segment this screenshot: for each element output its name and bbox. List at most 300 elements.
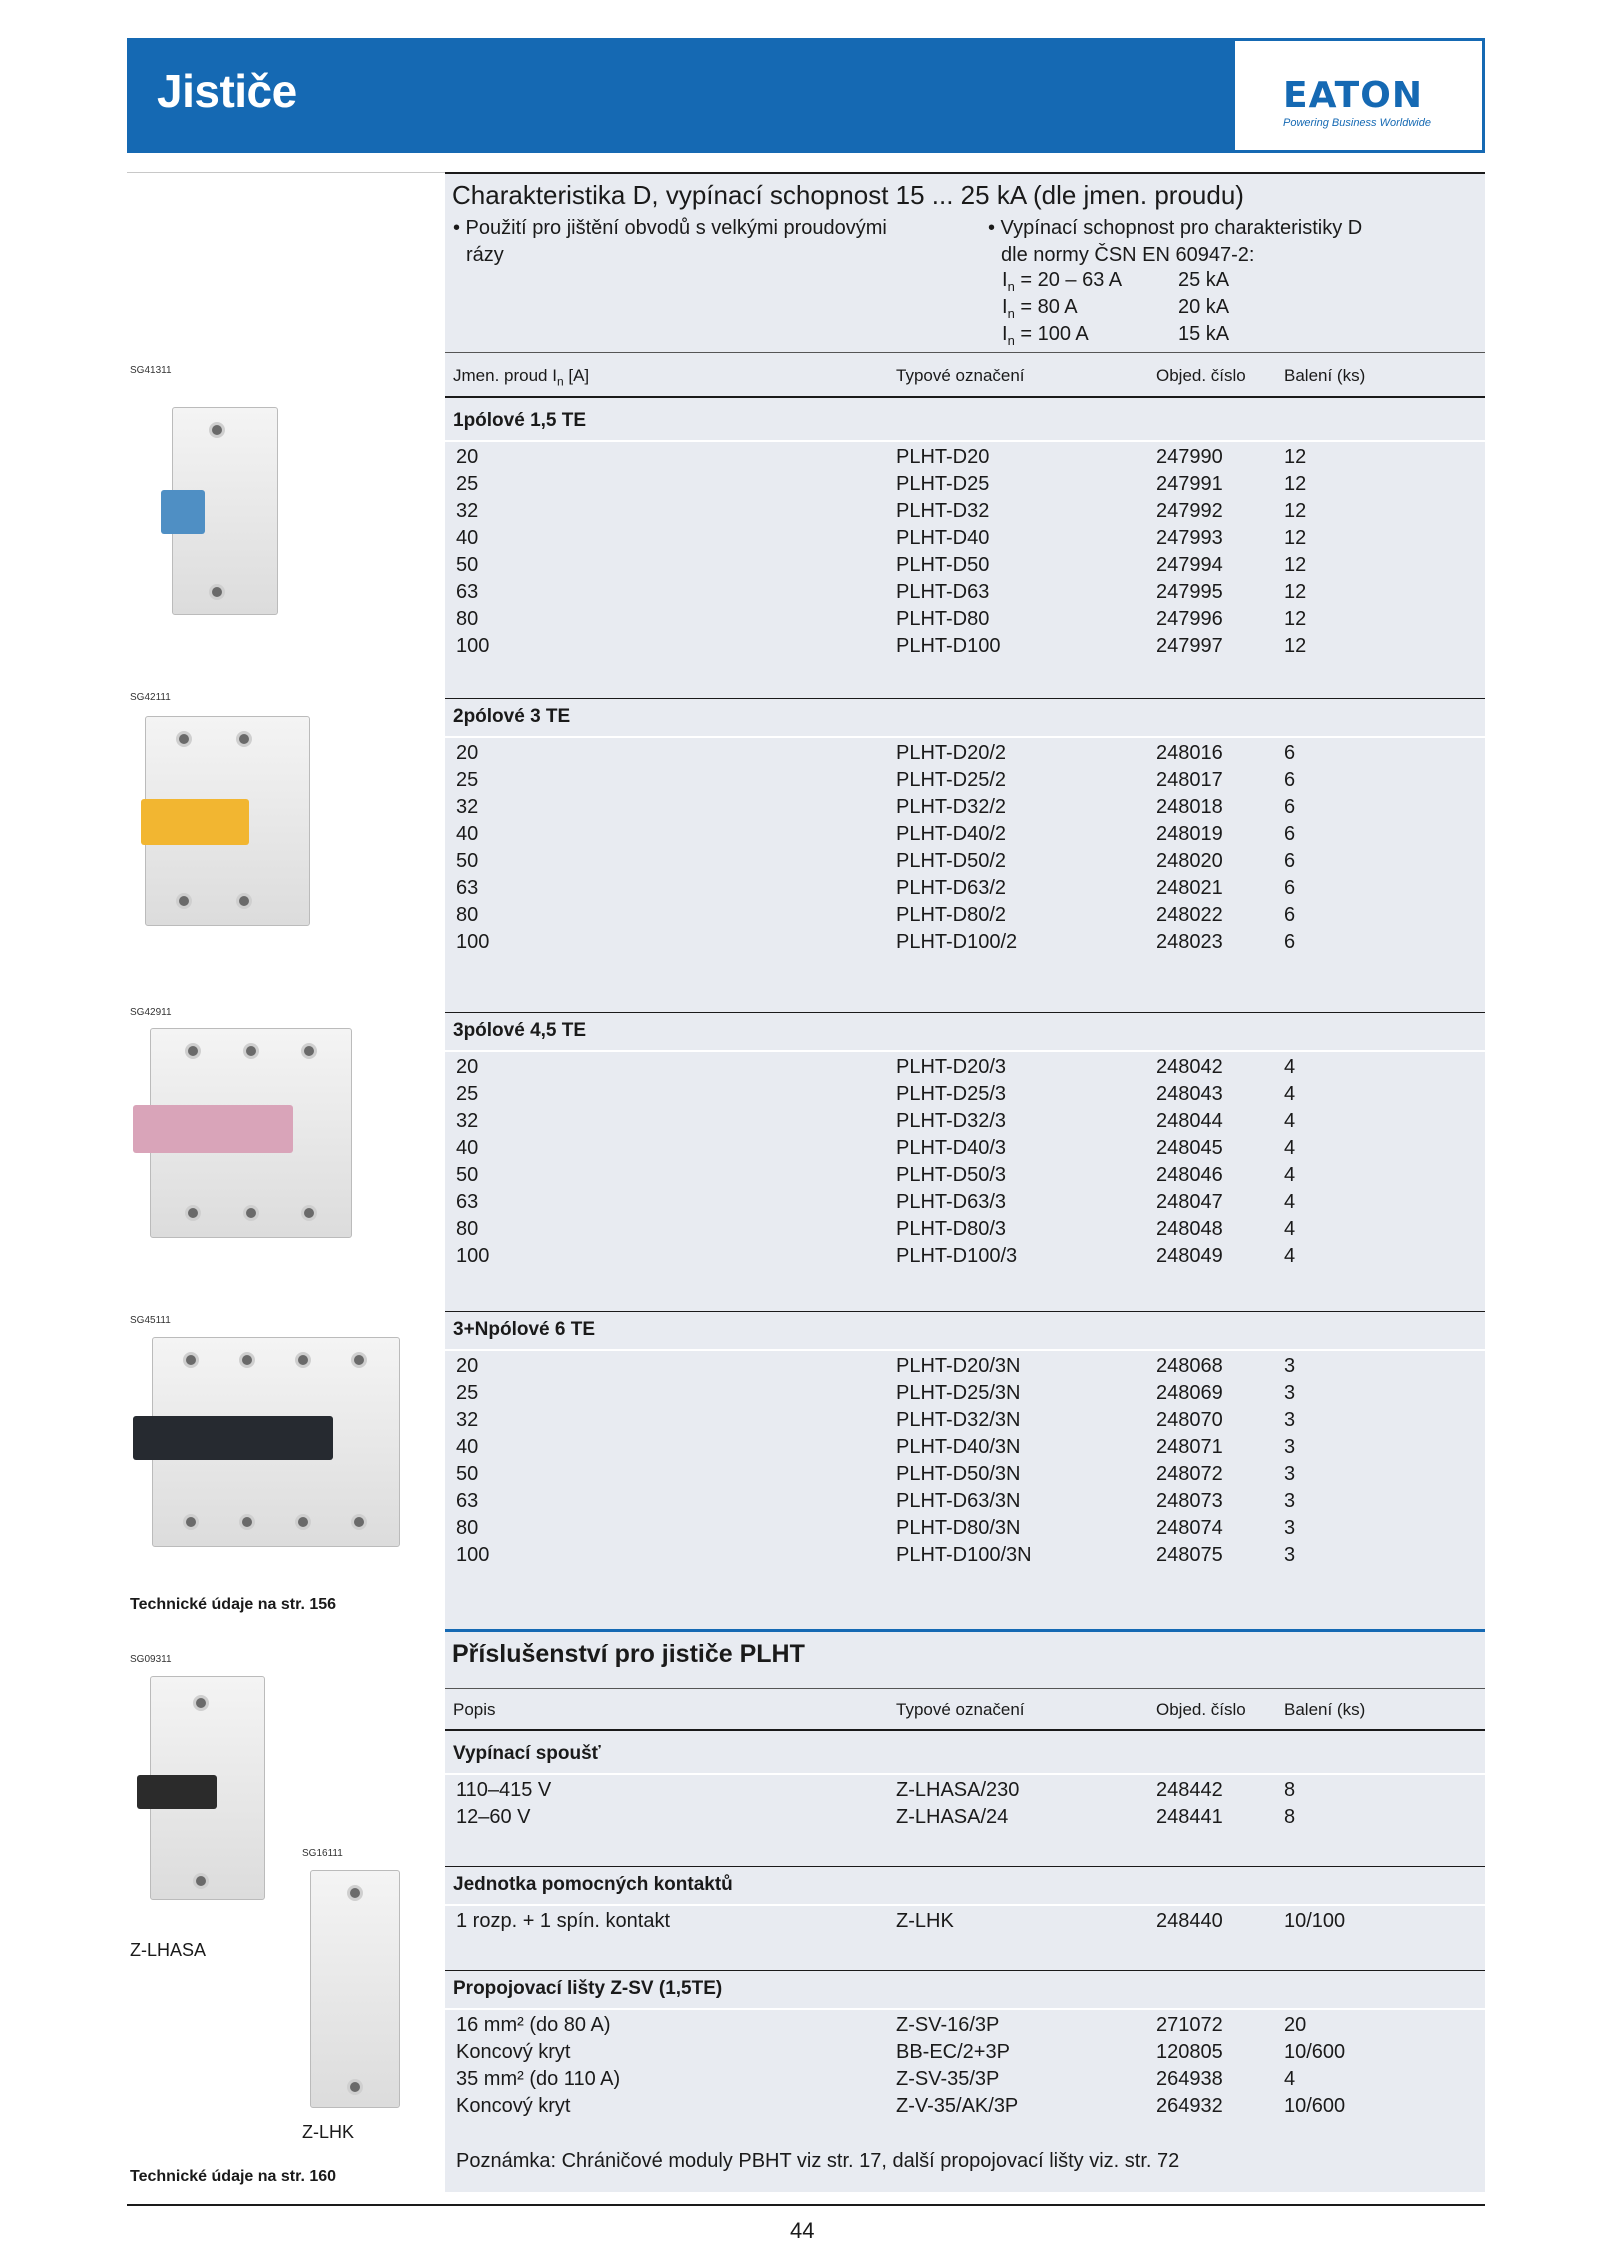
table-cell: 10/600 xyxy=(1284,2041,1346,2063)
table-cell: 247995 xyxy=(1156,581,1223,603)
table-cell: 100 xyxy=(456,1245,490,1267)
spec-label: = 100 A xyxy=(1020,323,1089,345)
table-cell: 25 xyxy=(456,1083,479,1105)
table-cell: 6 xyxy=(1284,850,1296,872)
table-cell: 248075 xyxy=(1156,1544,1223,1566)
table-cell: 25 xyxy=(456,1382,479,1404)
table-row xyxy=(456,1110,1476,1137)
table-row xyxy=(456,796,1476,823)
table-cell: Z-V-35/AK/3P xyxy=(896,2095,1019,2117)
page-number: 44 xyxy=(790,2218,815,2243)
table-cell: 50 xyxy=(456,850,479,872)
caption-z-lhk: Z-LHK xyxy=(302,2122,355,2142)
column-header-sub: n xyxy=(556,374,564,389)
table-cell: 63 xyxy=(456,1191,479,1213)
table-row xyxy=(456,1137,1476,1164)
z-lhk-image xyxy=(310,1870,400,2108)
table-cell: PLHT-D50/3N xyxy=(896,1463,1021,1485)
terminal-screw xyxy=(183,1352,199,1368)
table-cell: 248018 xyxy=(1156,796,1223,818)
table-cell: 247994 xyxy=(1156,554,1223,576)
group-divider xyxy=(445,2008,1485,2010)
terminal-screw xyxy=(243,1043,259,1059)
table-cell: PLHT-D63/3 xyxy=(896,1191,1007,1213)
table-row xyxy=(456,500,1476,527)
table-cell: 248016 xyxy=(1156,742,1223,764)
breaker-1pole-image xyxy=(172,407,278,615)
table-cell: 248020 xyxy=(1156,850,1223,872)
table-cell: PLHT-D32/3N xyxy=(896,1409,1021,1431)
table-cell: 4 xyxy=(1284,1056,1296,1078)
breaker-3npole-image xyxy=(152,1337,400,1547)
spec-symbol: I xyxy=(1002,323,1008,345)
spec-row xyxy=(1002,323,1230,348)
switch-handle xyxy=(141,799,249,845)
table-cell: 12–60 V xyxy=(456,1806,531,1828)
table-cell: 40 xyxy=(456,823,479,845)
table-cell: 40 xyxy=(456,527,479,549)
column-header-description: Popis xyxy=(453,1700,496,1719)
table-cell: PLHT-D100/3 xyxy=(896,1245,1018,1267)
table-cell: 248044 xyxy=(1156,1110,1223,1132)
table-cell: 248048 xyxy=(1156,1218,1223,1240)
terminal-screw xyxy=(176,731,192,747)
terminal-screw xyxy=(239,1514,255,1530)
spec-symbol: I xyxy=(1002,269,1008,291)
table-cell: 63 xyxy=(456,581,479,603)
table-cell: 248017 xyxy=(1156,769,1223,791)
table-cell: 247996 xyxy=(1156,608,1223,630)
table-cell: PLHT-D40 xyxy=(896,527,990,549)
bullet-left-line: • Použití pro jištění obvodů s velkými proudovými xyxy=(453,217,887,239)
table-row xyxy=(456,1409,1476,1436)
table-row xyxy=(456,1191,1476,1218)
spec-value: 15 kA xyxy=(1178,323,1230,345)
terminal-screw xyxy=(185,1043,201,1059)
table-row xyxy=(456,608,1476,635)
table-row xyxy=(456,1806,1476,1833)
table-cell: PLHT-D50/2 xyxy=(896,850,1007,872)
spec-row xyxy=(1002,296,1230,321)
table-cell: 16 mm² (do 80 A) xyxy=(456,2014,611,2036)
group-rule xyxy=(445,1012,1485,1013)
spec-label: = 80 A xyxy=(1020,296,1078,318)
table-row xyxy=(456,1382,1476,1409)
table-cell: 3 xyxy=(1284,1409,1296,1431)
terminal-screw xyxy=(351,1352,367,1368)
eaton-logo xyxy=(1235,41,1482,150)
terminal-screw xyxy=(295,1352,311,1368)
table-cell: 50 xyxy=(456,554,479,576)
table-cell: 32 xyxy=(456,1409,479,1431)
table-row xyxy=(456,2041,1476,2068)
bullet-left-line: rázy xyxy=(466,244,504,266)
table-cell: 3 xyxy=(1284,1490,1296,1512)
table-cell: PLHT-D20/3 xyxy=(896,1056,1007,1078)
table-cell: 248068 xyxy=(1156,1355,1223,1377)
group-rule xyxy=(445,1866,1485,1867)
table-cell: PLHT-D63/2 xyxy=(896,877,1007,899)
table-cell: 4 xyxy=(1284,1245,1296,1267)
terminal-screw xyxy=(209,584,225,600)
switch-handle xyxy=(133,1105,293,1153)
section-title: Charakteristika D, vypínací schopnost 15 ... 25 kA (dle jmen. proudu) xyxy=(452,180,1244,210)
terminal-screw xyxy=(301,1043,317,1059)
terminal-screw xyxy=(236,893,252,909)
terminal-screw xyxy=(185,1205,201,1221)
table-cell: 12 xyxy=(1284,554,1307,576)
table-cell: 4 xyxy=(1284,1137,1296,1159)
table-cell: 80 xyxy=(456,608,479,630)
table-cell: Z-SV-35/3P xyxy=(896,2068,1000,2090)
table-cell: 247990 xyxy=(1156,446,1223,468)
table-cell: PLHT-D32/3 xyxy=(896,1110,1007,1132)
table-row xyxy=(456,1083,1476,1110)
table-row xyxy=(456,527,1476,554)
table-cell: 248440 xyxy=(1156,1910,1223,1932)
terminal-screw xyxy=(236,731,252,747)
group-rule xyxy=(445,1311,1485,1312)
table-cell: 110–415 V xyxy=(456,1779,552,1801)
switch-handle xyxy=(161,490,205,534)
spec-symbol: I xyxy=(1002,296,1008,318)
group-divider xyxy=(445,440,1485,442)
group-label: 2pólové 3 TE xyxy=(453,706,571,727)
table-cell: 12 xyxy=(1284,500,1307,522)
table-row xyxy=(456,446,1476,473)
table-cell: Z-SV-16/3P xyxy=(896,2014,1000,2036)
spec-label: = 20 – 63 A xyxy=(1020,269,1123,291)
table-cell: 20 xyxy=(1284,2014,1307,2036)
table-cell: 1 rozp. + 1 spín. kontakt xyxy=(456,1910,671,1932)
table-cell: 247991 xyxy=(1156,473,1223,495)
table-row xyxy=(456,1517,1476,1544)
image-code: SG09311 xyxy=(130,1654,172,1665)
table-cell: 248021 xyxy=(1156,877,1223,899)
terminal-screw xyxy=(295,1514,311,1530)
image-code: SG41311 xyxy=(130,365,172,376)
table-cell: PLHT-D80/2 xyxy=(896,904,1007,926)
table-cell: 50 xyxy=(456,1463,479,1485)
table-row xyxy=(456,769,1476,796)
bullet-left xyxy=(453,215,887,269)
bottom-rule xyxy=(127,2204,1485,2206)
bullet-right xyxy=(988,215,1362,269)
table-cell: PLHT-D25/2 xyxy=(896,769,1007,791)
table-row xyxy=(456,473,1476,500)
group-label: Propojovací lišty Z-SV (1,5TE) xyxy=(453,1978,723,1999)
table-cell: 248047 xyxy=(1156,1191,1223,1213)
table-row xyxy=(456,1245,1476,1272)
accessories-title: Příslušenství pro jističe PLHT xyxy=(452,1640,805,1668)
table-cell: PLHT-D20/3N xyxy=(896,1355,1021,1377)
table-cell: PLHT-D100/2 xyxy=(896,931,1018,953)
table-cell: 3 xyxy=(1284,1355,1296,1377)
table-row xyxy=(456,931,1476,958)
page-header xyxy=(127,38,1485,153)
image-code: SG42911 xyxy=(130,1007,172,1018)
table-row xyxy=(456,1779,1476,1806)
bullet-right-line: dle normy ČSN EN 60947-2: xyxy=(1001,244,1255,266)
table-cell: Koncový kryt xyxy=(456,2041,571,2063)
table-cell: 247992 xyxy=(1156,500,1223,522)
table-cell: PLHT-D20/2 xyxy=(896,742,1007,764)
table-cell: 248073 xyxy=(1156,1490,1223,1512)
table-row xyxy=(456,581,1476,608)
column-header-text: Jmen. proud I xyxy=(453,366,557,385)
table-cell: 6 xyxy=(1284,877,1296,899)
table-cell: 248072 xyxy=(1156,1463,1223,1485)
terminal-screw xyxy=(351,1514,367,1530)
table-cell: PLHT-D50/3 xyxy=(896,1164,1007,1186)
table-row xyxy=(456,823,1476,850)
image-code: SG16111 xyxy=(302,1848,343,1859)
table-row xyxy=(456,850,1476,877)
table-cell: 248441 xyxy=(1156,1806,1223,1828)
spec-sub: n xyxy=(1007,306,1015,321)
table-cell: 80 xyxy=(456,1517,479,1539)
bullet-right-line: • Vypínací schopnost pro charakteristiky D xyxy=(988,217,1363,239)
table-cell: PLHT-D32 xyxy=(896,500,990,522)
column-header-order: Objed. číslo xyxy=(1156,1700,1246,1719)
z-lhasa-image xyxy=(150,1676,265,1900)
caption-z-lhasa: Z-LHASA xyxy=(130,1940,207,1960)
table-row xyxy=(456,1355,1476,1382)
table-cell: 20 xyxy=(456,742,479,764)
table-cell: BB-EC/2+3P xyxy=(896,2041,1010,2063)
table-cell: 4 xyxy=(1284,1218,1296,1240)
table-cell: 247997 xyxy=(1156,635,1223,657)
group-divider xyxy=(445,736,1485,738)
table-row xyxy=(456,1436,1476,1463)
group-label: Vypínací spoušť xyxy=(453,1743,601,1764)
table-cell: PLHT-D32/2 xyxy=(896,796,1007,818)
column-header-rule-top xyxy=(445,352,1485,353)
table-cell: 6 xyxy=(1284,796,1296,818)
table-cell: 40 xyxy=(456,1436,479,1458)
table-cell: 248442 xyxy=(1156,1779,1223,1801)
table-cell: PLHT-D100/3N xyxy=(896,1544,1032,1566)
table-cell: 12 xyxy=(1284,446,1307,468)
image-code: SG42111 xyxy=(130,692,171,703)
table-cell: 248022 xyxy=(1156,904,1223,926)
table-row xyxy=(456,2095,1476,2122)
table-cell: 4 xyxy=(1284,1083,1296,1105)
group-divider xyxy=(445,1050,1485,1052)
table-cell: 12 xyxy=(1284,608,1307,630)
technical-data-link[interactable]: Technické údaje na str. 160 xyxy=(130,2168,337,2185)
table-row xyxy=(456,1910,1476,1937)
table-row xyxy=(456,1164,1476,1191)
table-cell: 12 xyxy=(1284,527,1307,549)
group-divider xyxy=(445,1904,1485,1906)
column-header-current xyxy=(453,366,589,388)
table-cell: 80 xyxy=(456,1218,479,1240)
table-cell: 100 xyxy=(456,635,490,657)
column-header-rule xyxy=(445,396,1485,398)
table-cell: 264932 xyxy=(1156,2095,1223,2117)
table-cell: 63 xyxy=(456,877,479,899)
image-code: SG45111 xyxy=(130,1315,171,1326)
page-title: Jističe xyxy=(157,65,297,117)
table-cell: 20 xyxy=(456,446,479,468)
table-cell: 12 xyxy=(1284,635,1307,657)
column-header-rule-top xyxy=(445,1688,1485,1689)
table-row xyxy=(456,554,1476,581)
table-cell: 264938 xyxy=(1156,2068,1223,2090)
table-cell: 35 mm² (do 110 A) xyxy=(456,2068,621,2090)
terminal-screw xyxy=(176,893,192,909)
terminal-screw xyxy=(347,2079,363,2095)
table-cell: PLHT-D50 xyxy=(896,554,990,576)
terminal-screw xyxy=(301,1205,317,1221)
table-cell: 10/100 xyxy=(1284,1910,1346,1932)
terminal-screw xyxy=(347,1885,363,1901)
terminal-screw xyxy=(193,1873,209,1889)
table-cell: 12 xyxy=(1284,581,1307,603)
table-cell: 6 xyxy=(1284,904,1296,926)
table-row xyxy=(456,2068,1476,2095)
spec-sub: n xyxy=(1007,279,1015,294)
table-cell: 4 xyxy=(1284,1110,1296,1132)
table-cell: 248074 xyxy=(1156,1517,1223,1539)
table-cell: 247993 xyxy=(1156,527,1223,549)
table-cell: 25 xyxy=(456,769,479,791)
breaker-3pole-image xyxy=(150,1028,352,1238)
group-label: 1pólové 1,5 TE xyxy=(453,410,587,431)
table-cell: 4 xyxy=(1284,1164,1296,1186)
table-cell: PLHT-D63 xyxy=(896,581,990,603)
table-cell: 20 xyxy=(456,1355,479,1377)
footnote: Poznámka: Chráničové moduly PBHT viz str. 17, další propojovací lišty viz. str. 72 xyxy=(456,2150,1180,2172)
group-label: Jednotka pomocných kontaktů xyxy=(453,1874,733,1895)
table-cell: 10/600 xyxy=(1284,2095,1346,2117)
table-cell: 271072 xyxy=(1156,2014,1223,2036)
table-cell: 100 xyxy=(456,1544,490,1566)
column-header-pack: Balení (ks) xyxy=(1284,366,1366,385)
column-header-type: Typové označení xyxy=(896,366,1025,385)
table-cell: 4 xyxy=(1284,2068,1296,2090)
column-header-rule xyxy=(445,1729,1485,1731)
table-cell: 248070 xyxy=(1156,1409,1223,1431)
logo-wordmark: EATON xyxy=(1283,75,1423,116)
table-cell: Z-LHASA/230 xyxy=(896,1779,1020,1801)
table-cell: 32 xyxy=(456,500,479,522)
table-cell: Koncový kryt xyxy=(456,2095,571,2117)
table-cell: PLHT-D40/3 xyxy=(896,1137,1007,1159)
table-cell: 12 xyxy=(1284,473,1307,495)
table-cell: 20 xyxy=(456,1056,479,1078)
table-cell: 8 xyxy=(1284,1806,1296,1828)
table-cell: 80 xyxy=(456,904,479,926)
table-cell: 6 xyxy=(1284,823,1296,845)
table-cell: 32 xyxy=(456,796,479,818)
table-cell: PLHT-D80/3N xyxy=(896,1517,1021,1539)
table-cell: 248071 xyxy=(1156,1436,1223,1458)
table-cell: 63 xyxy=(456,1490,479,1512)
table-cell: 248045 xyxy=(1156,1137,1223,1159)
switch-handle xyxy=(133,1416,333,1460)
terminal-screw xyxy=(193,1695,209,1711)
table-cell: PLHT-D25/3N xyxy=(896,1382,1021,1404)
group-rule xyxy=(445,1970,1485,1971)
table-cell: 248019 xyxy=(1156,823,1223,845)
spec-sub: n xyxy=(1007,333,1015,348)
logo-tagline: Powering Business Worldwide xyxy=(1283,117,1431,129)
table-cell: PLHT-D63/3N xyxy=(896,1490,1021,1512)
table-row xyxy=(456,1056,1476,1083)
table-cell: 3 xyxy=(1284,1544,1296,1566)
table-cell: PLHT-D80 xyxy=(896,608,990,630)
table-cell: 32 xyxy=(456,1110,479,1132)
table-cell: PLHT-D40/2 xyxy=(896,823,1007,845)
table-cell: PLHT-D20 xyxy=(896,446,990,468)
table-cell: 3 xyxy=(1284,1382,1296,1404)
table-cell: Z-LHK xyxy=(896,1910,954,1932)
table-row xyxy=(456,1463,1476,1490)
table-cell: 4 xyxy=(1284,1191,1296,1213)
table-cell: PLHT-D80/3 xyxy=(896,1218,1007,1240)
switch-handle xyxy=(137,1775,217,1809)
table-row xyxy=(456,635,1476,662)
table-cell: 3 xyxy=(1284,1517,1296,1539)
table-cell: 248046 xyxy=(1156,1164,1223,1186)
table-cell: 8 xyxy=(1284,1779,1296,1801)
table-cell: 3 xyxy=(1284,1463,1296,1485)
group-label: 3+Npólové 6 TE xyxy=(453,1319,596,1340)
group-divider xyxy=(445,1349,1485,1351)
table-row xyxy=(456,1490,1476,1517)
spec-row xyxy=(1002,269,1230,294)
column-header-type: Typové označení xyxy=(896,1700,1025,1719)
table-cell: 6 xyxy=(1284,769,1296,791)
table-row xyxy=(456,2014,1476,2041)
table-cell: 3 xyxy=(1284,1436,1296,1458)
column-header-pack: Balení (ks) xyxy=(1284,1700,1366,1719)
group-rule xyxy=(445,698,1485,699)
spec-value: 20 kA xyxy=(1178,296,1230,318)
table-row xyxy=(456,904,1476,931)
table-cell: 100 xyxy=(456,931,490,953)
terminal-screw xyxy=(243,1205,259,1221)
table-row xyxy=(456,742,1476,769)
column-header-order: Objed. číslo xyxy=(1156,366,1246,385)
technical-data-link[interactable]: Technické údaje na str. 156 xyxy=(130,1596,337,1613)
table-cell: PLHT-D40/3N xyxy=(896,1436,1021,1458)
table-cell: 25 xyxy=(456,473,479,495)
table-cell: 248049 xyxy=(1156,1245,1223,1267)
terminal-screw xyxy=(239,1352,255,1368)
table-cell: 50 xyxy=(456,1164,479,1186)
breaker-2pole-image xyxy=(145,716,310,926)
table-row xyxy=(456,1544,1476,1571)
table-cell: 248043 xyxy=(1156,1083,1223,1105)
group-label: 3pólové 4,5 TE xyxy=(453,1020,587,1041)
table-cell: 40 xyxy=(456,1137,479,1159)
table-row xyxy=(456,877,1476,904)
table-cell: 248023 xyxy=(1156,931,1223,953)
table-cell: Z-LHASA/24 xyxy=(896,1806,1009,1828)
column-header-unit: [A] xyxy=(563,366,590,385)
left-divider xyxy=(127,172,445,173)
table-cell: PLHT-D25/3 xyxy=(896,1083,1007,1105)
terminal-screw xyxy=(183,1514,199,1530)
table-cell: PLHT-D25 xyxy=(896,473,990,495)
table-row xyxy=(456,1218,1476,1245)
group-divider xyxy=(445,1773,1485,1775)
table-cell: 6 xyxy=(1284,742,1296,764)
table-cell: 248042 xyxy=(1156,1056,1223,1078)
